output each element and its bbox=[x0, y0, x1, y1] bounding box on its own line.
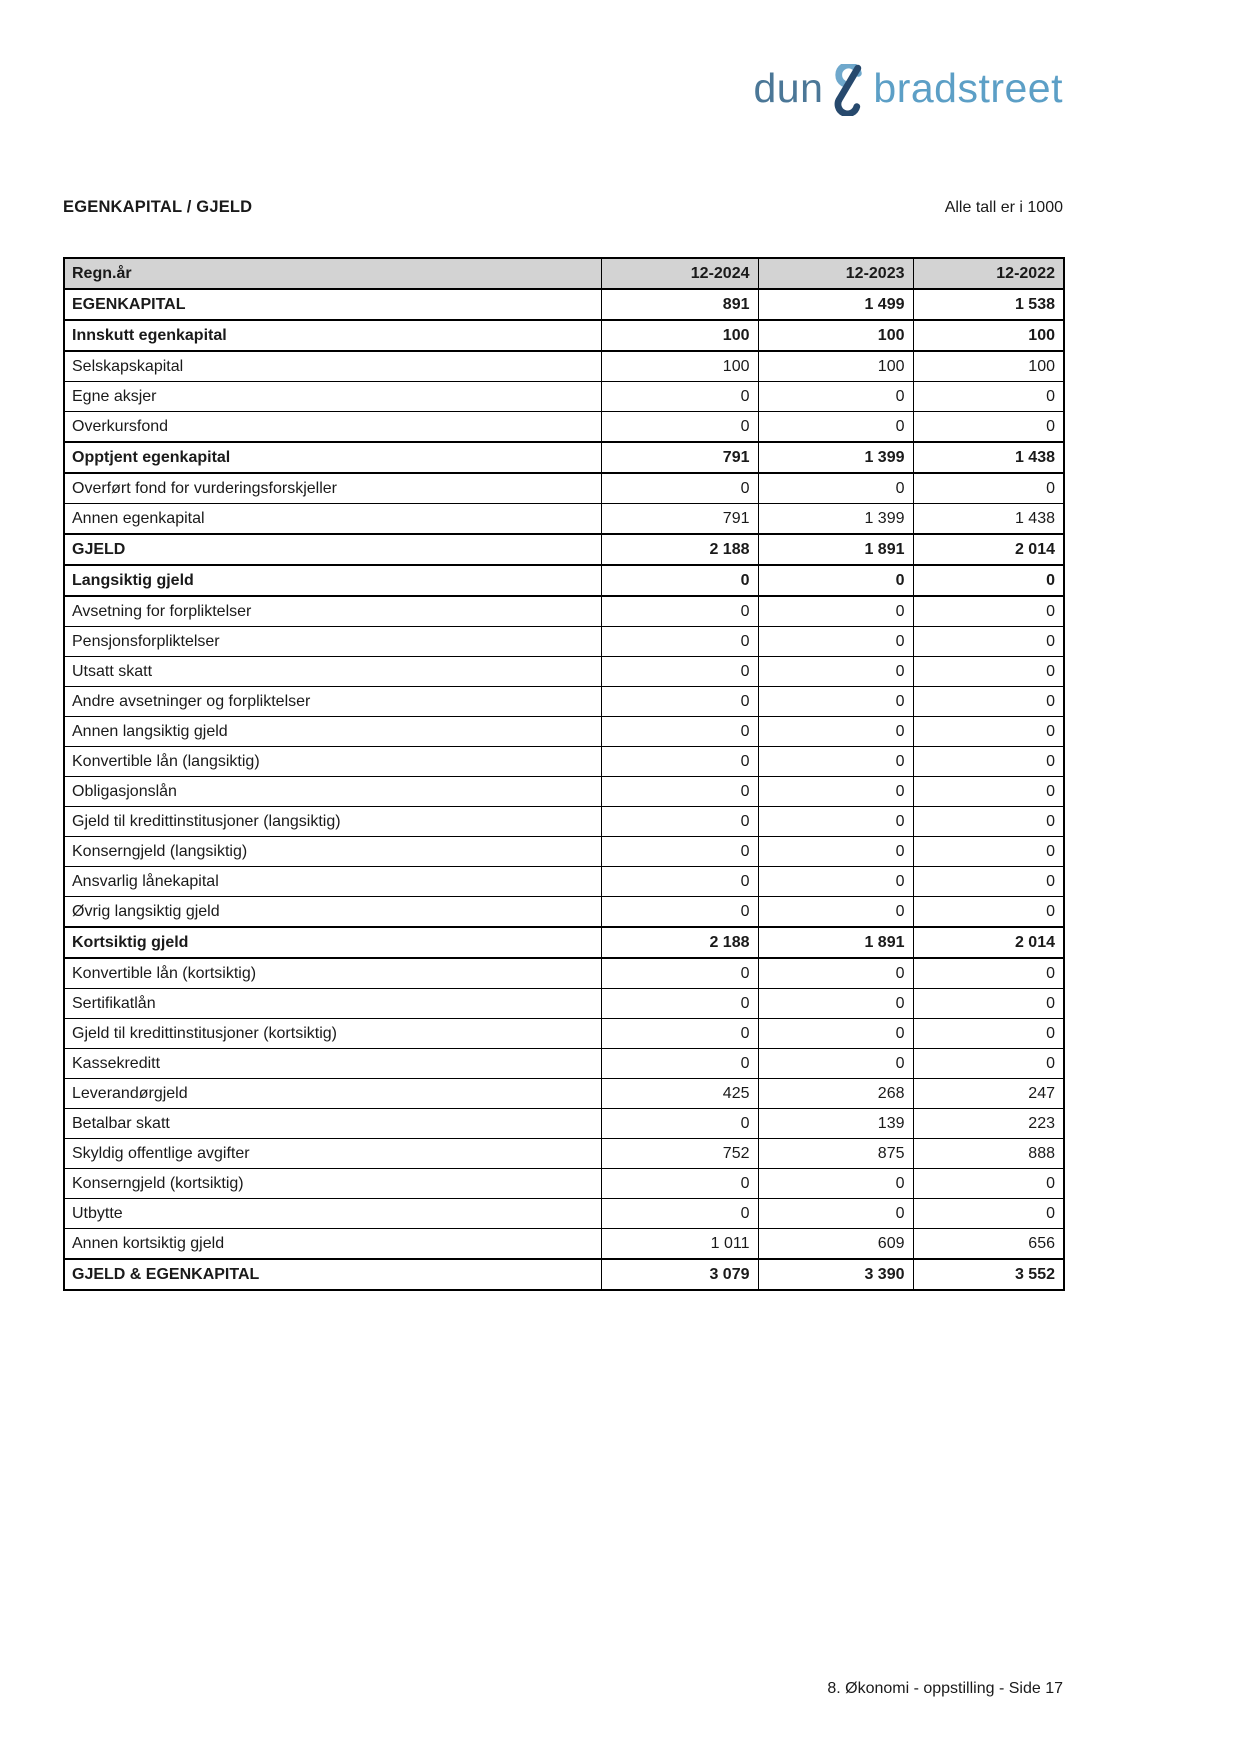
column-header-2023: 12-2023 bbox=[758, 258, 913, 289]
row-value: 0 bbox=[913, 687, 1064, 717]
row-label: Kassekreditt bbox=[64, 1049, 601, 1079]
row-value: 0 bbox=[601, 687, 758, 717]
row-value: 0 bbox=[913, 382, 1064, 412]
row-value: 0 bbox=[913, 717, 1064, 747]
row-value: 0 bbox=[758, 1169, 913, 1199]
unit-note: Alle tall er i 1000 bbox=[944, 199, 1063, 216]
row-value: 0 bbox=[913, 807, 1064, 837]
row-value: 0 bbox=[758, 747, 913, 777]
row-value: 2 188 bbox=[601, 927, 758, 958]
column-header-2022: 12-2022 bbox=[913, 258, 1064, 289]
table-row bbox=[64, 289, 1064, 320]
row-label: Utbytte bbox=[64, 1199, 601, 1229]
table-row bbox=[64, 1019, 1064, 1049]
row-label: Kortsiktig gjeld bbox=[64, 927, 601, 958]
table-row bbox=[64, 565, 1064, 596]
row-value: 247 bbox=[913, 1079, 1064, 1109]
row-value: 0 bbox=[601, 777, 758, 807]
row-value: 1 399 bbox=[758, 504, 913, 535]
row-value: 0 bbox=[913, 1199, 1064, 1229]
table-row bbox=[64, 534, 1064, 565]
row-value: 100 bbox=[913, 351, 1064, 382]
table-row bbox=[64, 777, 1064, 807]
row-value: 0 bbox=[601, 1019, 758, 1049]
row-value: 425 bbox=[601, 1079, 758, 1109]
row-label: Annen langsiktig gjeld bbox=[64, 717, 601, 747]
row-value: 0 bbox=[601, 1109, 758, 1139]
balance-table bbox=[63, 257, 1065, 1291]
page-footer: 8. Økonomi - oppstilling - Side 17 bbox=[827, 1680, 1063, 1697]
column-header-regnar: Regn.år bbox=[64, 258, 601, 289]
row-value: 0 bbox=[758, 473, 913, 504]
row-label: Overført fond for vurderingsforskjeller bbox=[64, 473, 601, 504]
table-row bbox=[64, 867, 1064, 897]
row-label: Konserngjeld (kortsiktig) bbox=[64, 1169, 601, 1199]
table-row bbox=[64, 473, 1064, 504]
row-value: 891 bbox=[601, 289, 758, 320]
ampersand-icon bbox=[828, 64, 870, 116]
row-value: 0 bbox=[913, 627, 1064, 657]
row-value: 1 011 bbox=[601, 1229, 758, 1260]
row-value: 0 bbox=[758, 1049, 913, 1079]
row-value: 3 079 bbox=[601, 1259, 758, 1290]
row-label: Gjeld til kredittinstitusjoner (langsiktig) bbox=[64, 807, 601, 837]
row-value: 875 bbox=[758, 1139, 913, 1169]
table-row bbox=[64, 897, 1064, 928]
table-row bbox=[64, 747, 1064, 777]
row-value: 0 bbox=[913, 1049, 1064, 1079]
table-row bbox=[64, 627, 1064, 657]
row-value: 0 bbox=[601, 717, 758, 747]
row-value: 0 bbox=[601, 382, 758, 412]
row-value: 888 bbox=[913, 1139, 1064, 1169]
row-value: 0 bbox=[758, 596, 913, 627]
row-label: Konvertible lån (langsiktig) bbox=[64, 747, 601, 777]
row-label: Leverandørgjeld bbox=[64, 1079, 601, 1109]
row-value: 0 bbox=[601, 747, 758, 777]
row-value: 609 bbox=[758, 1229, 913, 1260]
row-value: 0 bbox=[913, 897, 1064, 928]
row-label: Selskapskapital bbox=[64, 351, 601, 382]
row-value: 100 bbox=[601, 320, 758, 351]
row-value: 2 188 bbox=[601, 534, 758, 565]
table-row bbox=[64, 927, 1064, 958]
row-value: 3 552 bbox=[913, 1259, 1064, 1290]
row-label: Langsiktig gjeld bbox=[64, 565, 601, 596]
table-row bbox=[64, 1049, 1064, 1079]
table-row bbox=[64, 382, 1064, 412]
row-value: 223 bbox=[913, 1109, 1064, 1139]
row-value: 0 bbox=[913, 412, 1064, 443]
row-value: 100 bbox=[601, 351, 758, 382]
row-value: 0 bbox=[601, 627, 758, 657]
row-value: 268 bbox=[758, 1079, 913, 1109]
table-row bbox=[64, 717, 1064, 747]
row-value: 0 bbox=[913, 837, 1064, 867]
row-value: 0 bbox=[758, 867, 913, 897]
row-value: 0 bbox=[601, 473, 758, 504]
row-label: Utsatt skatt bbox=[64, 657, 601, 687]
row-value: 0 bbox=[913, 958, 1064, 989]
row-value: 0 bbox=[601, 958, 758, 989]
row-value: 0 bbox=[758, 412, 913, 443]
row-label: Pensjonsforpliktelser bbox=[64, 627, 601, 657]
table-row bbox=[64, 958, 1064, 989]
row-value: 0 bbox=[601, 596, 758, 627]
row-value: 0 bbox=[758, 777, 913, 807]
row-value: 3 390 bbox=[758, 1259, 913, 1290]
row-label: Egne aksjer bbox=[64, 382, 601, 412]
row-value: 0 bbox=[913, 596, 1064, 627]
row-label: Øvrig langsiktig gjeld bbox=[64, 897, 601, 928]
table-row bbox=[64, 320, 1064, 351]
table-row bbox=[64, 807, 1064, 837]
row-value: 0 bbox=[913, 657, 1064, 687]
row-value: 0 bbox=[601, 897, 758, 928]
row-value: 0 bbox=[913, 1019, 1064, 1049]
row-value: 0 bbox=[913, 989, 1064, 1019]
row-value: 100 bbox=[758, 320, 913, 351]
row-label: Annen kortsiktig gjeld bbox=[64, 1229, 601, 1260]
table-row bbox=[64, 1169, 1064, 1199]
row-value: 0 bbox=[758, 657, 913, 687]
table-row bbox=[64, 1139, 1064, 1169]
row-value: 1 538 bbox=[913, 289, 1064, 320]
row-value: 1 438 bbox=[913, 504, 1064, 535]
row-value: 0 bbox=[758, 627, 913, 657]
row-value: 0 bbox=[601, 837, 758, 867]
row-value: 0 bbox=[601, 867, 758, 897]
row-label: Konserngjeld (langsiktig) bbox=[64, 837, 601, 867]
row-label: GJELD & EGENKAPITAL bbox=[64, 1259, 601, 1290]
title-row bbox=[63, 198, 1063, 217]
table-header-row bbox=[64, 258, 1064, 289]
table-row bbox=[64, 351, 1064, 382]
row-value: 752 bbox=[601, 1139, 758, 1169]
table-row bbox=[64, 1229, 1064, 1260]
row-label: Avsetning for forpliktelser bbox=[64, 596, 601, 627]
row-value: 0 bbox=[913, 565, 1064, 596]
dnb-logo bbox=[753, 64, 1063, 112]
table-row bbox=[64, 596, 1064, 627]
row-value: 0 bbox=[913, 473, 1064, 504]
logo-text-dun: dun bbox=[753, 64, 824, 111]
table-row bbox=[64, 687, 1064, 717]
row-value: 2 014 bbox=[913, 534, 1064, 565]
table-row bbox=[64, 504, 1064, 535]
row-label: Betalbar skatt bbox=[64, 1109, 601, 1139]
table-row bbox=[64, 657, 1064, 687]
row-value: 2 014 bbox=[913, 927, 1064, 958]
row-value: 0 bbox=[758, 1019, 913, 1049]
row-value: 0 bbox=[758, 687, 913, 717]
row-label: Gjeld til kredittinstitusjoner (kortsiktig) bbox=[64, 1019, 601, 1049]
row-value: 0 bbox=[758, 958, 913, 989]
row-value: 1 438 bbox=[913, 442, 1064, 473]
row-label: Opptjent egenkapital bbox=[64, 442, 601, 473]
logo-text-bradstreet: bradstreet bbox=[873, 64, 1063, 111]
row-label: GJELD bbox=[64, 534, 601, 565]
row-value: 0 bbox=[601, 1049, 758, 1079]
row-value: 1 891 bbox=[758, 927, 913, 958]
row-label: Obligasjonslån bbox=[64, 777, 601, 807]
table-row bbox=[64, 1079, 1064, 1109]
table-row bbox=[64, 837, 1064, 867]
row-value: 0 bbox=[758, 807, 913, 837]
page-title: EGENKAPITAL / GJELD bbox=[63, 198, 253, 216]
row-value: 0 bbox=[601, 412, 758, 443]
row-value: 0 bbox=[601, 1199, 758, 1229]
row-value: 1 399 bbox=[758, 442, 913, 473]
table-row bbox=[64, 1199, 1064, 1229]
table-row bbox=[64, 1109, 1064, 1139]
row-label: Skyldig offentlige avgifter bbox=[64, 1139, 601, 1169]
balance-table-body bbox=[64, 289, 1064, 1290]
row-value: 139 bbox=[758, 1109, 913, 1139]
row-value: 100 bbox=[913, 320, 1064, 351]
row-value: 791 bbox=[601, 504, 758, 535]
row-value: 0 bbox=[601, 1169, 758, 1199]
row-value: 0 bbox=[758, 382, 913, 412]
row-value: 0 bbox=[601, 657, 758, 687]
column-header-2024: 12-2024 bbox=[601, 258, 758, 289]
row-value: 0 bbox=[601, 565, 758, 596]
row-label: Annen egenkapital bbox=[64, 504, 601, 535]
row-value: 0 bbox=[758, 897, 913, 928]
table-row bbox=[64, 412, 1064, 443]
row-value: 0 bbox=[758, 837, 913, 867]
row-value: 1 499 bbox=[758, 289, 913, 320]
row-value: 0 bbox=[913, 867, 1064, 897]
row-label: Sertifikatlån bbox=[64, 989, 601, 1019]
row-value: 0 bbox=[758, 1199, 913, 1229]
row-label: Ansvarlig lånekapital bbox=[64, 867, 601, 897]
table-row bbox=[64, 1259, 1064, 1290]
row-value: 0 bbox=[601, 807, 758, 837]
row-value: 0 bbox=[601, 989, 758, 1019]
row-value: 656 bbox=[913, 1229, 1064, 1260]
row-value: 0 bbox=[913, 747, 1064, 777]
table-row bbox=[64, 442, 1064, 473]
row-label: Overkursfond bbox=[64, 412, 601, 443]
row-value: 0 bbox=[758, 989, 913, 1019]
row-value: 100 bbox=[758, 351, 913, 382]
row-value: 0 bbox=[758, 717, 913, 747]
row-value: 0 bbox=[758, 565, 913, 596]
balance-table-container bbox=[63, 257, 1063, 1291]
row-label: EGENKAPITAL bbox=[64, 289, 601, 320]
table-row bbox=[64, 989, 1064, 1019]
row-label: Innskutt egenkapital bbox=[64, 320, 601, 351]
row-label: Andre avsetninger og forpliktelser bbox=[64, 687, 601, 717]
row-label: Konvertible lån (kortsiktig) bbox=[64, 958, 601, 989]
row-value: 0 bbox=[913, 777, 1064, 807]
row-value: 0 bbox=[913, 1169, 1064, 1199]
row-value: 1 891 bbox=[758, 534, 913, 565]
row-value: 791 bbox=[601, 442, 758, 473]
